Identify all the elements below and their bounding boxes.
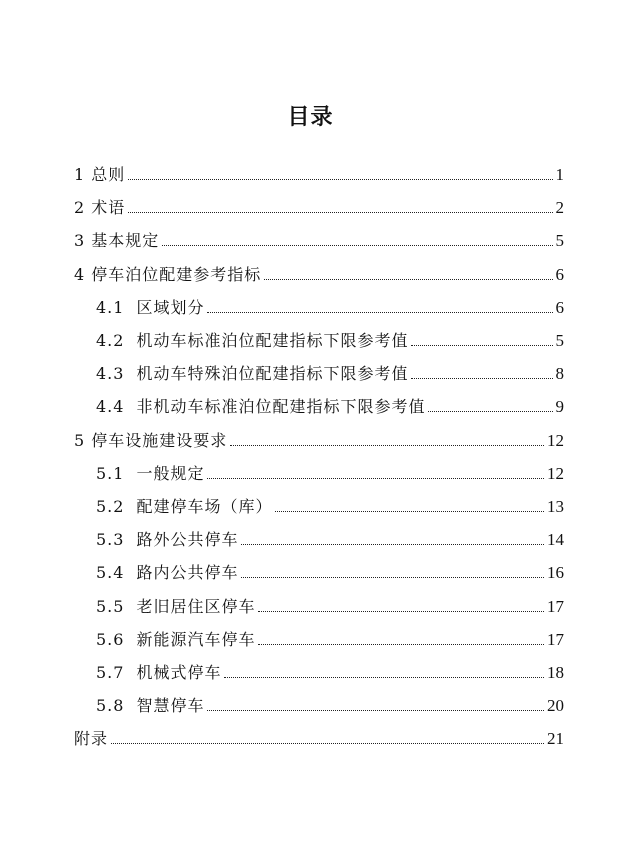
toc-entry[interactable]	[96, 295, 564, 321]
dot-leader	[111, 743, 544, 744]
toc-entry-number: 5.3	[96, 530, 125, 550]
dot-leader	[241, 544, 544, 545]
toc-entry-page-number: 13	[547, 497, 564, 516]
toc-entry-number: 5.1	[96, 463, 125, 483]
toc-entry-text: 新能源汽车停车	[136, 629, 256, 649]
toc-entry-number: 3	[74, 231, 86, 251]
toc-entry-number: 5.8	[96, 696, 125, 716]
toc-entry-number: 4.4	[96, 397, 125, 417]
toc-entry-label	[96, 295, 204, 321]
toc-entry-text: 停车设施建设要求	[91, 430, 228, 450]
toc-entry-page-number: 14	[547, 530, 564, 550]
toc-entry-page-number: 21	[547, 729, 564, 749]
toc-entry-label	[96, 461, 204, 487]
toc-entry-number: 2	[74, 198, 86, 218]
toc-entry-text: 机械式停车	[136, 663, 222, 682]
toc-entry-number: 5.6	[96, 629, 125, 649]
toc-entry-label	[96, 693, 204, 719]
toc-entry-text: 机动车标准泊位配建指标下限参考值	[136, 331, 409, 350]
toc-entry-page-number: 16	[547, 563, 564, 583]
dot-leader	[224, 677, 544, 678]
toc-entry-label	[74, 195, 125, 221]
toc-entry[interactable]	[96, 361, 564, 387]
toc-entry-page-number: 5	[555, 231, 564, 251]
toc-entry-label	[96, 527, 238, 553]
toc-entry-label	[74, 162, 125, 188]
toc-entry[interactable]	[74, 428, 564, 454]
toc-entry[interactable]	[96, 461, 564, 487]
toc-entry-page-number: 17	[547, 596, 564, 616]
toc-entry-page-number: 9	[555, 397, 564, 417]
toc-entry-text: 路外公共停车	[136, 530, 239, 550]
toc-entry[interactable]	[96, 660, 564, 686]
toc-entry-page-number: 6	[555, 297, 564, 317]
toc-entry-text: 术语	[91, 198, 126, 218]
toc-entry-number: 4.3	[96, 364, 125, 384]
toc-entry-page-number: 17	[547, 629, 564, 649]
toc-entry-page-number: 12	[547, 430, 564, 450]
dot-leader	[258, 611, 544, 612]
toc-entry[interactable]	[96, 527, 564, 553]
toc-entry-number: 5.2	[96, 497, 125, 516]
dot-leader	[128, 212, 552, 213]
toc-entry-label	[74, 428, 227, 454]
dot-leader	[275, 511, 544, 512]
toc-entry-page-number: 6	[555, 264, 564, 284]
dot-leader	[258, 644, 544, 645]
toc-entry-text: 基本规定	[91, 231, 160, 251]
toc-entry-label	[74, 228, 159, 254]
dot-leader	[128, 179, 552, 180]
toc-entry-label	[74, 726, 108, 752]
dot-leader	[241, 577, 544, 578]
toc-entry-number: 4.2	[96, 331, 125, 350]
toc-entry-number: 5.4	[96, 563, 125, 583]
toc-entry-text: 路内公共停车	[136, 563, 239, 583]
toc-entry-label	[96, 361, 408, 387]
toc-entry-label	[96, 394, 425, 420]
dot-leader	[264, 279, 552, 280]
toc-entry-text: 一般规定	[136, 463, 205, 483]
toc-entry-number: 1	[74, 165, 86, 184]
toc-entry-label	[96, 494, 272, 520]
toc-entry[interactable]	[96, 328, 564, 354]
toc-entry[interactable]	[74, 228, 564, 254]
toc-entry-label	[96, 328, 408, 354]
toc-entry[interactable]	[96, 394, 564, 420]
dot-leader	[411, 378, 552, 379]
toc-entry-page-number: 18	[547, 663, 564, 682]
toc-entry-label	[96, 594, 255, 620]
toc-entry[interactable]	[74, 162, 564, 188]
toc-entry-text: 总则	[91, 165, 126, 184]
dot-leader	[428, 411, 552, 412]
toc-entry-label	[96, 627, 255, 653]
toc-entry-page-number: 2	[555, 198, 564, 218]
toc-entry[interactable]	[96, 494, 564, 520]
toc-entry[interactable]	[96, 627, 564, 653]
toc-entry-number: 5.7	[96, 663, 125, 682]
toc-entry-label	[96, 660, 221, 686]
toc-entry-page-number: 12	[547, 463, 564, 483]
toc-entry-text: 区域划分	[136, 297, 205, 317]
toc-entry-label	[96, 560, 238, 586]
toc-entry[interactable]	[74, 262, 564, 288]
dot-leader	[162, 245, 552, 246]
toc-entry-page-number: 5	[555, 331, 564, 350]
toc-entry[interactable]	[96, 560, 564, 586]
toc-entry[interactable]	[74, 726, 564, 752]
toc-entry-page-number: 1	[555, 165, 564, 184]
dot-leader	[207, 710, 544, 711]
toc-entry[interactable]	[96, 594, 564, 620]
toc-entry-label	[74, 262, 261, 288]
dot-leader	[207, 312, 552, 313]
toc-entry-number: 4.1	[96, 297, 125, 317]
toc-entry-text: 配建停车场（库）	[136, 497, 273, 516]
toc-entry-text: 机动车特殊泊位配建指标下限参考值	[136, 364, 409, 384]
toc-entry-text: 智慧停车	[136, 696, 205, 716]
toc-entry-text: 停车泊位配建参考指标	[91, 264, 262, 284]
toc-entry-text: 附录	[74, 729, 109, 749]
toc-entry-text: 非机动车标准泊位配建指标下限参考值	[136, 397, 426, 417]
toc-entry-number: 5	[74, 430, 86, 450]
dot-leader	[207, 478, 544, 479]
toc-entry-number: 5.5	[96, 596, 125, 616]
toc-entry-page-number: 8	[555, 364, 564, 384]
toc-entry-text: 老旧居住区停车	[136, 596, 256, 616]
toc-entry-number: 4	[74, 264, 86, 284]
toc-entry[interactable]	[74, 195, 564, 221]
toc-title: 目录	[287, 105, 334, 130]
toc-entry-page-number: 20	[547, 696, 564, 716]
dot-leader	[230, 445, 544, 446]
dot-leader	[411, 345, 552, 346]
toc-entry[interactable]	[96, 693, 564, 719]
